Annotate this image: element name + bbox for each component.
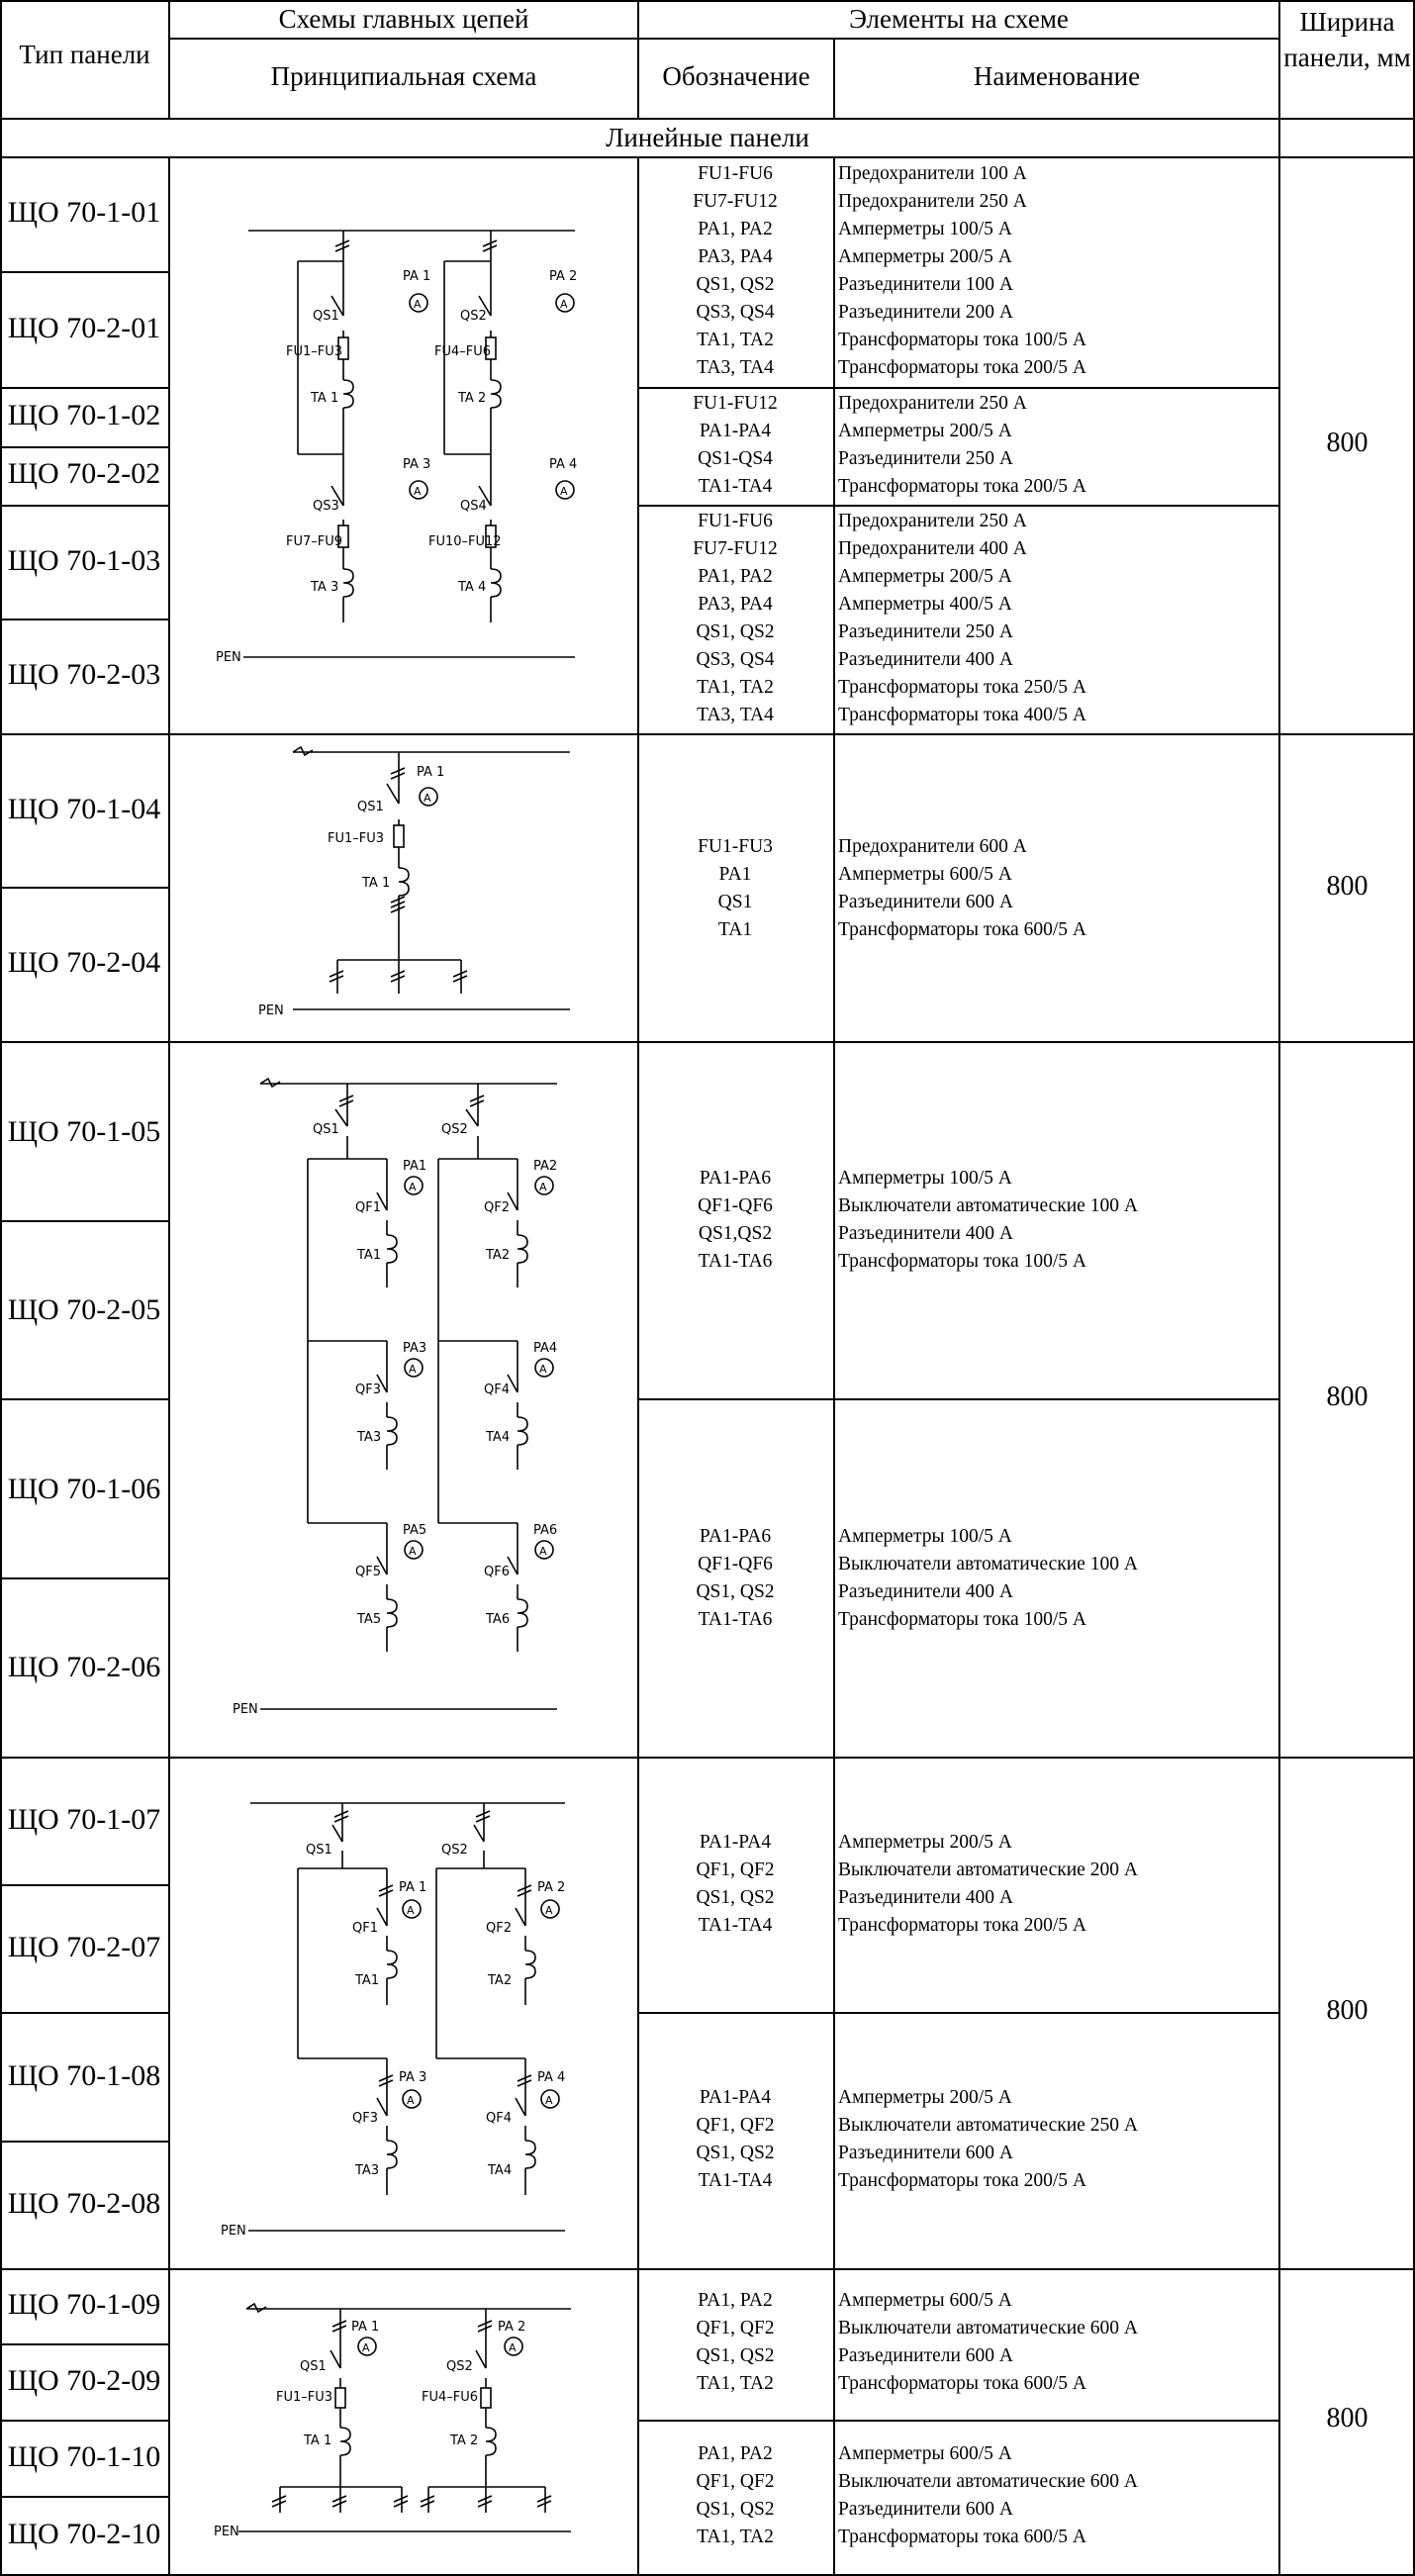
svg-text:QF5: QF5 (355, 1565, 381, 1579)
designations: FU1-FU3 PA1 QS1 TA1 (698, 836, 773, 940)
svg-text:TA1: TA1 (357, 1248, 382, 1263)
svg-text:TA1: TA1 (355, 1973, 380, 1988)
svg-text:PEN: PEN (221, 2224, 246, 2239)
svg-text:TA 1: TA 1 (304, 2433, 332, 2448)
names: Амперметры 600/5 А Выключатели автоматические 600 А Разъединители 600 А Трансформаторы тока 600/5 А (838, 2290, 1138, 2394)
panel-width: 800 (1326, 428, 1368, 458)
names: Предохранители 600 А Амперметры 600/5 А Разъединители 600 А Трансформаторы тока 600/5 А (838, 836, 1086, 940)
svg-text:PEN: PEN (258, 1003, 284, 1018)
designations: PA1, PA2 QF1, QF2 QS1, QS2 TA1, TA2 (696, 2290, 775, 2394)
designations: FU1-FU12 PA1-PA4 QS1-QS4 TA1-TA4 (693, 393, 778, 497)
panel-type: ЩО 70-2-01 (7, 312, 161, 344)
names: Амперметры 100/5 А Выключатели автоматические 100 А Разъединители 400 А Трансформаторы тока 100/5 А (838, 1526, 1138, 1630)
panel-type: ЩО 70-2-08 (7, 2187, 161, 2220)
svg-text:QF3: QF3 (355, 1383, 381, 1397)
scheme-diagram-4 (169, 1758, 638, 2269)
svg-text:A: A (560, 298, 568, 311)
scheme-diagram-3 (169, 1042, 638, 1758)
svg-text:QS1: QS1 (300, 2359, 327, 2374)
svg-text:QS2: QS2 (446, 2359, 473, 2374)
names: Предохранители 100 А Предохранители 250 А Амперметры 100/5 А Амперметры 200/5 А Разъединители 100 А Разъединители 200 А Трансформаторы тока 100/5 А Трансформаторы тока 200/5 А (838, 163, 1086, 378)
svg-text:PA 2: PA 2 (498, 2320, 526, 2335)
svg-text:TA3: TA3 (357, 1430, 382, 1445)
svg-text:PA 1: PA 1 (351, 2320, 380, 2335)
svg-text:FU10–FU12: FU10–FU12 (428, 534, 502, 549)
svg-text:QS1: QS1 (357, 800, 384, 814)
svg-text:PA 2: PA 2 (537, 1880, 566, 1895)
svg-text:PA1: PA1 (403, 1159, 427, 1174)
panel-type: ЩО 70-1-07 (7, 1803, 161, 1836)
svg-text:FU4–FU6: FU4–FU6 (434, 344, 492, 359)
svg-text:PA 1: PA 1 (403, 269, 431, 284)
svg-text:QF1: QF1 (352, 1921, 378, 1936)
svg-text:A: A (539, 1545, 547, 1558)
svg-text:A: A (539, 1181, 547, 1193)
svg-text:QS4: QS4 (460, 499, 487, 514)
designations: PA1-PA6 QF1-QF6 QS1,QS2 TA1-TA6 (698, 1168, 773, 1272)
svg-text:QF3: QF3 (352, 2111, 378, 2126)
panel-type: ЩО 70-1-03 (7, 544, 161, 577)
header-designation: Обозначение (662, 61, 810, 91)
panel-type: ЩО 70-1-05 (7, 1115, 161, 1148)
svg-text:TA4: TA4 (488, 2163, 513, 2178)
svg-text:PA2: PA2 (533, 1159, 558, 1174)
names: Амперметры 100/5 А Выключатели автоматические 100 А Разъединители 400 А Трансформаторы тока 100/5 А (838, 1168, 1138, 1272)
svg-text:A: A (545, 1904, 553, 1917)
panel-type: ЩО 70-2-09 (7, 2364, 161, 2397)
panel-type: ЩО 70-2-10 (7, 2518, 161, 2550)
svg-text:PA4: PA4 (533, 1341, 558, 1356)
svg-text:TA2: TA2 (486, 1248, 511, 1263)
scheme-diagram-1 (169, 157, 638, 734)
svg-text:TA3: TA3 (355, 2163, 380, 2178)
names: Амперметры 200/5 А Выключатели автоматические 250 А Разъединители 600 А Трансформаторы тока 200/5 А (838, 2087, 1138, 2191)
svg-text:TA 3: TA 3 (311, 580, 339, 595)
svg-text:TA 1: TA 1 (311, 391, 339, 406)
panel-width: 800 (1326, 1995, 1368, 2026)
svg-text:A: A (409, 1363, 417, 1376)
svg-text:QS2: QS2 (460, 309, 487, 324)
header-elements-group: Элементы на схеме (849, 4, 1069, 34)
svg-text:TA4: TA4 (486, 1430, 511, 1445)
panel-type: ЩО 70-1-10 (7, 2440, 161, 2473)
svg-text:QF2: QF2 (484, 1200, 510, 1215)
names: Предохранители 250 А Предохранители 400 А Амперметры 200/5 А Амперметры 400/5 А Разъединители 250 А Разъединители 400 А Трансформаторы тока 250/5 А Трансформаторы тока 400/5 А (838, 511, 1086, 725)
svg-text:A: A (414, 485, 422, 498)
header-type: Тип панели (19, 40, 150, 69)
svg-text:QF4: QF4 (486, 2111, 512, 2126)
svg-text:QS2: QS2 (441, 1843, 468, 1858)
panel-width: 800 (1326, 2403, 1368, 2433)
panel-type: ЩО 70-1-01 (7, 196, 161, 229)
svg-text:PA5: PA5 (403, 1523, 427, 1538)
svg-text:QF2: QF2 (486, 1921, 512, 1936)
panel-type: ЩО 70-2-05 (7, 1293, 161, 1326)
svg-text:PA 3: PA 3 (403, 457, 431, 472)
svg-text:QS2: QS2 (441, 1122, 468, 1137)
panel-width: 800 (1326, 1382, 1368, 1412)
svg-text:QF1: QF1 (355, 1200, 381, 1215)
panel-type: ЩО 70-2-07 (7, 1931, 161, 1963)
names: Амперметры 600/5 А Выключатели автоматические 600 А Разъединители 600 А Трансформаторы тока 600/5 А (838, 2443, 1138, 2547)
svg-text:QS1: QS1 (313, 1122, 339, 1137)
svg-text:PA 4: PA 4 (537, 2070, 566, 2085)
designations: PA1-PA4 QF1, QF2 QS1, QS2 TA1-TA4 (696, 2087, 775, 2191)
svg-text:A: A (545, 2094, 553, 2107)
svg-text:FU1–FU3: FU1–FU3 (328, 831, 385, 846)
names: Амперметры 200/5 А Выключатели автоматические 200 А Разъединители 400 А Трансформаторы тока 200/5 А (838, 1832, 1138, 1936)
svg-text:A: A (409, 1545, 417, 1558)
panel-type: ЩО 70-1-04 (7, 793, 161, 825)
svg-text:QS1: QS1 (306, 1843, 332, 1858)
svg-text:QF6: QF6 (484, 1565, 510, 1579)
panel-type: ЩО 70-1-08 (7, 2059, 161, 2092)
svg-text:A: A (362, 2341, 370, 2354)
header-name: Наименование (973, 61, 1141, 91)
designations: FU1-FU6 FU7-FU12 PA1, PA2 PA3, PA4 QS1, QS2 QS3, QS4 TA1, TA2 TA3, TA4 (693, 511, 778, 725)
svg-text:PA 1: PA 1 (399, 1880, 427, 1895)
svg-text:A: A (407, 1904, 415, 1917)
svg-text:PA 4: PA 4 (549, 457, 578, 472)
designations: PA1, PA2 QF1, QF2 QS1, QS2 TA1, TA2 (696, 2443, 775, 2547)
svg-text:A: A (409, 1181, 417, 1193)
svg-text:PA 3: PA 3 (399, 2070, 427, 2085)
panel-type: ЩО 70-1-09 (7, 2288, 161, 2321)
svg-text:TA6: TA6 (486, 1612, 511, 1627)
svg-text:PEN: PEN (216, 650, 241, 665)
scheme-diagram-2 (169, 734, 638, 1042)
header-scheme: Принципиальная схема (270, 61, 537, 91)
svg-text:TA 2: TA 2 (450, 2433, 479, 2448)
svg-text:FU4–FU6: FU4–FU6 (422, 2390, 479, 2405)
names: Предохранители 250 А Амперметры 200/5 А Разъединители 250 А Трансформаторы тока 200/5 А (838, 393, 1086, 497)
designations: PA1-PA6 QF1-QF6 QS1, QS2 TA1-TA6 (696, 1526, 775, 1630)
panel-type: ЩО 70-1-02 (7, 399, 161, 431)
svg-text:A: A (414, 298, 422, 311)
svg-text:TA 1: TA 1 (362, 876, 391, 891)
svg-text:TA 2: TA 2 (458, 391, 487, 406)
svg-text:A: A (539, 1363, 547, 1376)
svg-text:PA6: PA6 (533, 1523, 558, 1538)
designations: PA1-PA4 QF1, QF2 QS1, QS2 TA1-TA4 (696, 1832, 775, 1936)
svg-text:FU1–FU3: FU1–FU3 (286, 344, 343, 359)
svg-text:A: A (424, 792, 431, 805)
panel-type: ЩО 70-2-03 (7, 658, 161, 691)
svg-text:PA3: PA3 (403, 1341, 427, 1356)
svg-text:QS1: QS1 (313, 309, 339, 324)
svg-text:PA 1: PA 1 (417, 765, 445, 780)
svg-text:A: A (560, 485, 568, 498)
designations: FU1-FU6 FU7-FU12 PA1, PA2 PA3, PA4 QS1, QS2 QS3, QS4 TA1, TA2 TA3, TA4 (693, 163, 778, 378)
header-width: Ширина панели, мм (1283, 7, 1411, 72)
panel-type: ЩО 70-2-04 (7, 946, 161, 979)
svg-text:TA 4: TA 4 (458, 580, 487, 595)
svg-text:FU7–FU9: FU7–FU9 (286, 534, 343, 549)
svg-text:FU1–FU3: FU1–FU3 (276, 2390, 333, 2405)
svg-text:PEN: PEN (214, 2525, 239, 2539)
panel-type: ЩО 70-2-02 (7, 457, 161, 490)
svg-text:PEN: PEN (233, 1702, 258, 1717)
svg-text:A: A (407, 2094, 415, 2107)
svg-text:PA 2: PA 2 (549, 269, 578, 284)
svg-text:TA2: TA2 (488, 1973, 513, 1988)
section-title: Линейные панели (606, 123, 809, 152)
panel-type: ЩО 70-2-06 (7, 1651, 161, 1683)
svg-text:A: A (509, 2341, 517, 2354)
svg-text:QS3: QS3 (313, 499, 339, 514)
svg-text:TA5: TA5 (357, 1612, 382, 1627)
scheme-diagram-5 (169, 2269, 638, 2575)
header-scheme-group: Схемы главных цепей (278, 4, 529, 34)
panel-type: ЩО 70-1-06 (7, 1473, 161, 1505)
panel-width: 800 (1326, 871, 1368, 902)
svg-text:QF4: QF4 (484, 1383, 510, 1397)
